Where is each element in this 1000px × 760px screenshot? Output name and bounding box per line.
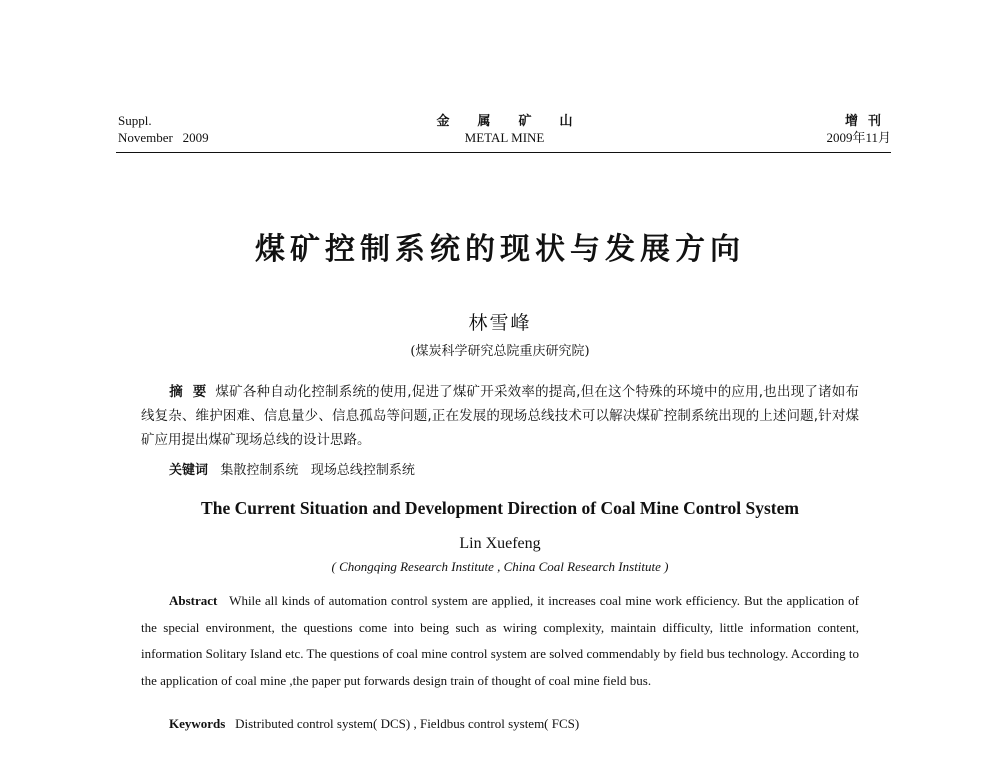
keywords-cn-text: 集散控制系统 现场总线控制系统 [220, 463, 415, 478]
abstract-cn [141, 380, 859, 452]
keywords-cn-label: 关键词 [169, 463, 209, 478]
abstract-en [141, 588, 859, 694]
journal-name-cn: 金属矿山 [436, 113, 601, 128]
author-en: Lin Xuefeng [459, 535, 541, 552]
journal-name-en: METAL MINE [464, 130, 545, 145]
issue-date-cn: 2009年11月 [826, 130, 891, 145]
affiliation-cn: (煤炭科学研究总院重庆研究院) [410, 344, 590, 359]
keywords-cn [169, 459, 415, 478]
paper-title-en: The Current Situation and Development Direction of Coal Mine Control System [201, 498, 799, 518]
affiliation-en: ( Chongqing Research Institute , China Coal Research Institute ) [331, 559, 669, 574]
header-right [826, 112, 891, 146]
author-cn: 林雪峰 [468, 312, 532, 334]
header-center [118, 112, 891, 146]
header-rule [116, 152, 891, 153]
abstract-en-text: While all kinds of automation control system are applied, it increases coal mine work efficiency. But the application of the special environment, the questions come into being such as wiring complexity, maintain difficulty, little information content, information Solitary Island etc. The questions of coal mine control system are solved commendably by field bus technology. According to the application of coal mine ,the paper put forwards design train of thought of coal mine field bus. [141, 593, 860, 688]
issue-date-en: November 2009 [118, 130, 209, 145]
keywords-en-text: Distributed control system( DCS) , Fieldbus control system( FCS) [235, 716, 580, 731]
keywords-en [169, 716, 579, 732]
abstract-cn-text: 煤矿各种自动化控制系统的使用,促进了煤矿开采效率的提高,但在这个特殊的环境中的应用,也出现了诸如布线复杂、维护困难、信息量少、信息孤岛等问题,正在发展的现场总线技术可以解决煤矿控制系统出现的上述问题,针对煤矿应用提出煤矿现场总线的设计思路。 [141, 384, 860, 448]
abstract-cn-label: 摘 要 [169, 384, 207, 400]
keywords-en-label: Keywords [169, 716, 226, 731]
paper-title-cn: 煤矿控制系统的现状与发展方向 [255, 232, 745, 267]
journal-header [118, 112, 891, 148]
supplement-label: Suppl. [118, 113, 152, 128]
abstract-en-label: Abstract [169, 593, 218, 608]
supplement-label-cn: 增刊 [844, 113, 891, 128]
